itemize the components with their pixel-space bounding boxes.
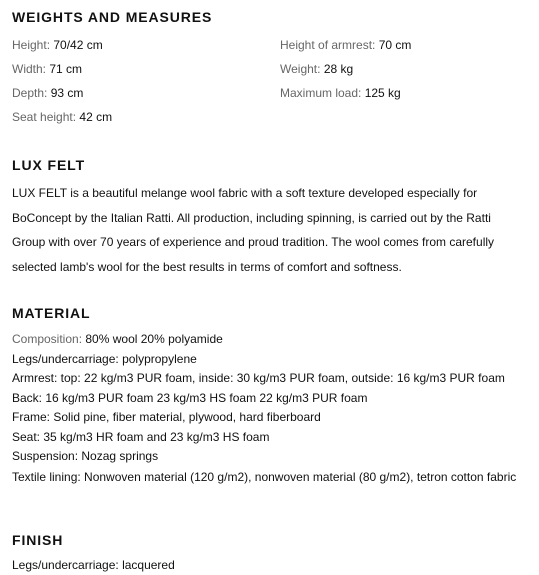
material-suspension: Suspension: Nozag springs	[12, 449, 159, 463]
spec-height-value: 70/42 cm	[53, 38, 103, 52]
material-back: Back: 16 kg/m3 PUR foam 23 kg/m3 HS foam 22 kg/m3 PUR foam	[12, 390, 368, 405]
material-legs: Legs/undercarriage: polypropylene	[12, 351, 197, 366]
material-composition	[12, 330, 537, 350]
spec-width	[12, 62, 82, 76]
spec-armrest-height	[280, 38, 411, 52]
spec-maximum-load	[280, 86, 401, 100]
spec-armrest-height-value: 70 cm	[378, 38, 412, 52]
material-list	[12, 330, 537, 486]
weights-and-measures-heading: WEIGHTS AND MEASURES	[12, 9, 213, 25]
spec-depth-value: 93 cm	[50, 86, 84, 100]
spec-seat-height-value: 42 cm	[79, 110, 113, 124]
spec-height-label: Height:	[12, 38, 51, 52]
material-seat: Seat: 35 kg/m3 HR foam and 23 kg/m3 HS foam	[12, 429, 270, 444]
spec-seat-height-label: Seat height:	[12, 110, 77, 124]
material-composition-value: 80% wool 20% polyamide	[85, 332, 223, 346]
finish-legs: Legs/undercarriage: lacquered	[12, 558, 175, 572]
spec-weight-label: Weight:	[280, 62, 321, 76]
spec-maximum-load-value: 125 kg	[364, 86, 401, 100]
material-heading: MATERIAL	[12, 305, 91, 321]
spec-depth	[12, 86, 83, 100]
lux-felt-description: LUX FELT is a beautiful melange wool fabric with a soft texture developed especially for BoConcept by the Italian Ratti. All production, including spinning, is carried out by the Ratti Group with over 70 years of experience and proud tradition. The wool comes from carefully selected lamb's wool for the best results in terms of comfort and softness.	[12, 186, 495, 274]
spec-maximum-load-label: Maximum load:	[280, 86, 362, 100]
spec-height	[12, 38, 103, 52]
spec-seat-height	[12, 110, 112, 124]
spec-weight-value: 28 kg	[323, 62, 354, 76]
lux-felt-heading: LUX FELT	[12, 157, 86, 173]
finish-heading: FINISH	[12, 532, 64, 548]
spec-armrest-height-label: Height of armrest:	[280, 38, 376, 52]
material-frame: Frame: Solid pine, fiber material, plywood, hard fiberboard	[12, 410, 321, 424]
spec-width-label: Width:	[12, 62, 47, 76]
material-armrest: Armrest: top: 22 kg/m3 PUR foam, inside: 30 kg/m3 PUR foam, outside: 16 kg/m3 PUR foam	[12, 371, 505, 385]
material-textile-lining: Textile lining: Nonwoven material (120 g/m2), nonwoven material (80 g/m2), tetron cotton fabric	[12, 469, 517, 484]
spec-weight	[280, 62, 353, 76]
spec-width-value: 71 cm	[49, 62, 83, 76]
material-composition-label: Composition:	[12, 332, 83, 346]
spec-depth-label: Depth:	[12, 86, 48, 100]
